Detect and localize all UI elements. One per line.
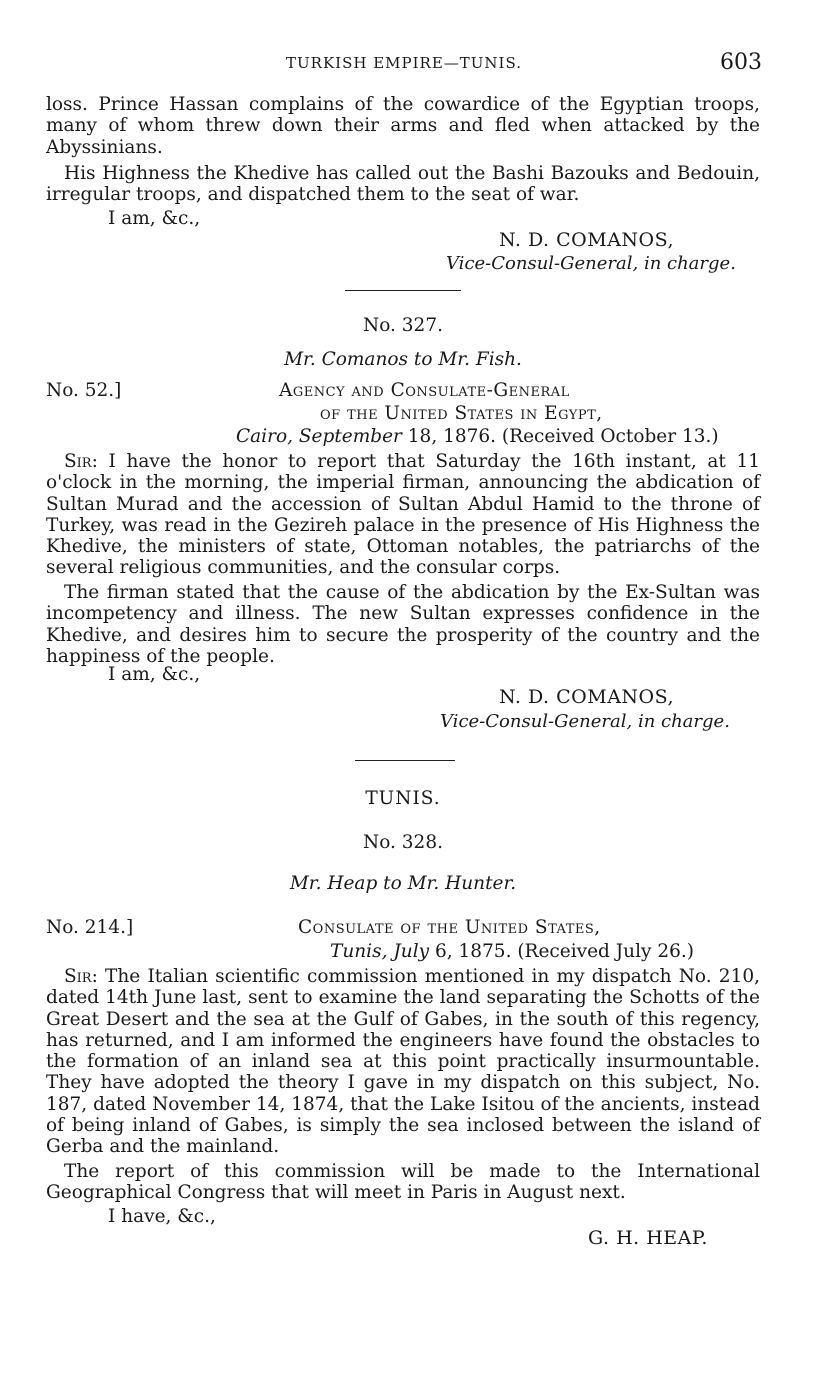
letter2-address-line1: Agency and Consulate-General [279,380,570,401]
letter2-month: September [298,426,402,447]
running-title: TURKISH EMPIRE—TUNIS. [286,54,522,72]
letter2-role: Vice-Consul-General, in charge. [440,711,730,732]
letter2-date: 18, 1876. (Received October 13.) [407,426,719,447]
letter3-from-to: Mr. Heap to Mr. Hunter. [289,873,517,894]
letter2-paragraph-2: The firman stated that the cause of the abdication by the Ex-Sultan was incompetency and illness. The new Sultan expresses confidence in the Khedive, and desires him to secure the prosperity of the country and the happiness of the people. [46,582,760,667]
letter3-paragraph-1 [46,966,760,1158]
letter1-signature: N. D. COMANOS, [499,229,674,251]
letter3-salutation: Sir: [64,966,98,987]
letter1-paragraph-2: His Highness the Khedive has called out the Bashi Bazouks and Bedouin, irregular troops, and dispatched them to the seat of war. [46,163,760,206]
letter3-paragraph-2: The report of this commission will be made to the International Geographical Congress that will meet in Paris in August next. [46,1161,760,1204]
letter2-paragraph-1-text: I have the honor to report that Saturday the 16th instant, at 11 o'clock in the morning, the imperial firman, announcing the abdication of Sultan Murad and the accession of Sultan Abdul Hamid to the throne of Turkey, was read in the Gezireh palace in the presence of His Highness the Khedive, the ministers of state, Ottoman notables, the patriarchs of the several religious communities, and the consular corps. [46,451,760,579]
letter3-paragraph-1-text: The Italian scientific commission mentioned in my dispatch No. 210, dated 14th June last, sent to examine the land separating the Schotts of the Great Desert and the sea at the Gulf of Gabes, in the south of this regency, has returned, and I am informed the engineers have found the obstacles to the formation of an inland sea at this point practically insurmountable. They have adopted the theory I gave in my dispatch on this subject, No. 187, dated November 14, 1874, that the Lake Isitou of the ancients, instead of being inland of Gabes, is simply the sea inclosed between the island of Gerba and the mainland. [46,966,761,1158]
letter2-paragraph-1 [46,451,760,579]
letter3-date: 6, 1875. (Received July 26.) [434,941,694,962]
section-divider-2 [355,760,455,761]
letter2-from-to: Mr. Comanos to Mr. Fish. [284,349,522,370]
letter2-closing: I am, &c., [108,664,201,685]
section-heading: TUNIS. [365,788,441,809]
letter3-number: No. 328. [363,832,443,853]
letter1-paragraph-1: loss. Prince Hassan complains of the cowardice of the Egyptian troops, many of whom threw down their arms and fled when attacked by the Abyssinians. [46,94,760,158]
letter3-signature: G. H. HEAP. [588,1227,708,1249]
page-number: 603 [720,50,762,75]
letter3-dateline [330,941,694,962]
letter3-dispatch-number: No. 214.] [46,917,134,938]
section-divider [345,290,461,291]
letter2-signature: N. D. COMANOS, [499,686,674,708]
letter2-number: No. 327. [363,315,443,336]
letter2-place: Cairo, [236,426,293,447]
letter3-place: Tunis, [330,941,388,962]
letter3-address-line1: Consulate of the United States, [298,917,601,938]
letter1-role: Vice-Consul-General, in charge. [446,253,736,274]
letter3-closing: I have, &c., [108,1206,216,1227]
letter2-salutation: Sir: [64,451,98,472]
letter1-closing: I am, &c., [108,208,201,229]
page-header [46,50,762,76]
letter2-dispatch-number: No. 52.] [46,380,122,401]
letter2-dateline [236,426,719,447]
letter2-address-line2: of the United States in Egypt, [320,403,603,424]
letter3-month: July [393,941,430,962]
